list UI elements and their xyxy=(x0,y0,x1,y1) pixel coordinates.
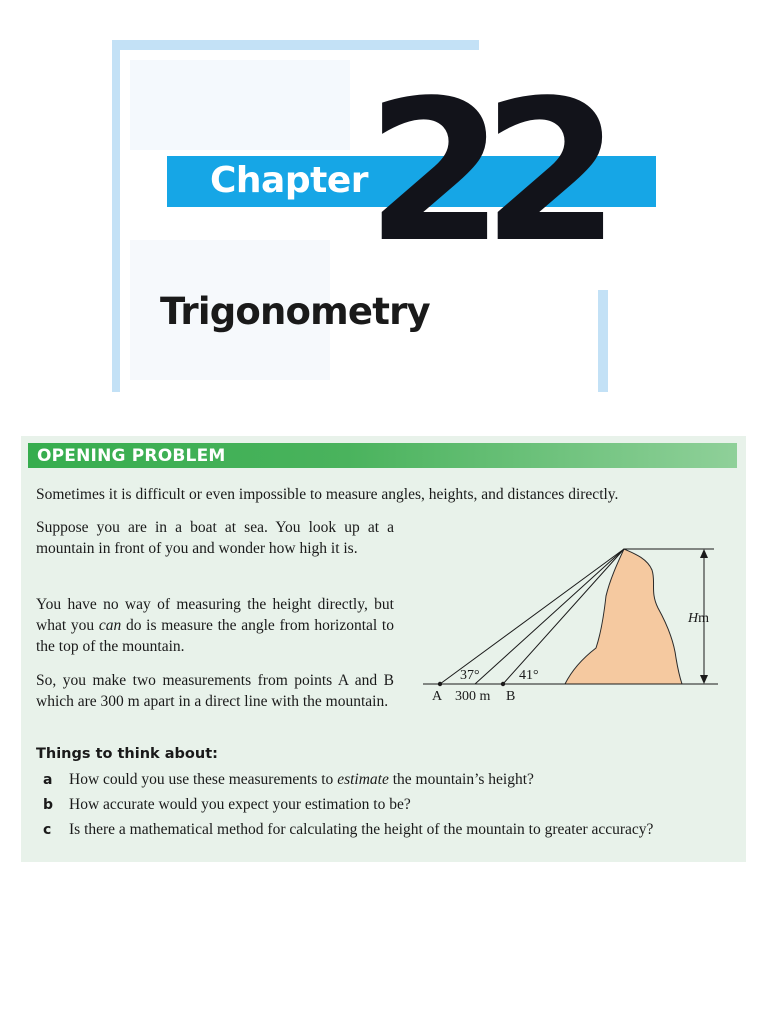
mountain-shape xyxy=(565,549,682,684)
things-to-think-heading: Things to think about: xyxy=(36,746,218,762)
height-arrow-head-top xyxy=(700,549,708,558)
header-background-shade xyxy=(130,60,350,150)
measure-paragraph-part: You have no way of measuring the height directly, but what you xyxy=(36,596,394,634)
header-frame-top xyxy=(112,40,479,50)
distance-label: 300 m xyxy=(455,689,491,704)
point-a-marker xyxy=(438,682,442,686)
question-text xyxy=(69,769,534,791)
boat-paragraph: Suppose you are in a boat at sea. You look up at a mountain in front of you and wonder how high it is. xyxy=(36,519,394,557)
question-letter: c xyxy=(43,822,52,838)
opening-problem-heading: OPENING PROBLEM xyxy=(37,446,226,466)
question-text: How accurate would you expect your estimation to be? xyxy=(69,796,411,813)
height-variable: H xyxy=(688,611,699,626)
height-arrow-head-bottom xyxy=(700,675,708,684)
chapter-number: 22 xyxy=(366,58,598,285)
mountain-diagram xyxy=(420,540,740,710)
chapter-title: Trigonometry xyxy=(160,290,430,333)
measure-paragraph-part: do is measure the angle from horizontal to the top of the mountain. xyxy=(36,617,394,655)
height-label xyxy=(687,611,709,626)
measure-paragraph xyxy=(36,594,394,657)
angle-b-label: 41° xyxy=(519,668,539,683)
point-a-label: A xyxy=(432,689,443,704)
question-text-part: the mountain’s height? xyxy=(388,771,534,788)
question-text: Is there a mathematical method for calculating the height of the mountain to greater accuracy? xyxy=(69,821,654,838)
point-b-marker xyxy=(501,682,505,686)
emphasis-estimate: estimate xyxy=(337,771,389,788)
intro-paragraph: Sometimes it is difficult or even impossible to measure angles, heights, and distances directly. xyxy=(36,486,619,503)
emphasis-can: can xyxy=(98,617,122,634)
point-b-label: B xyxy=(506,689,516,704)
header-frame-right xyxy=(598,290,608,392)
points-paragraph: So, you make two measurements from points A and B which are 300 m apart in a direct line with the mountain. xyxy=(36,672,394,710)
height-unit: m xyxy=(698,611,710,626)
question-text-part: How could you use these measurements to xyxy=(69,771,338,788)
question-letter: b xyxy=(43,797,54,813)
chapter-label: Chapter xyxy=(210,160,368,201)
angle-a-label: 37° xyxy=(460,668,480,683)
question-letter: a xyxy=(43,772,53,788)
header-frame-left xyxy=(112,40,120,392)
